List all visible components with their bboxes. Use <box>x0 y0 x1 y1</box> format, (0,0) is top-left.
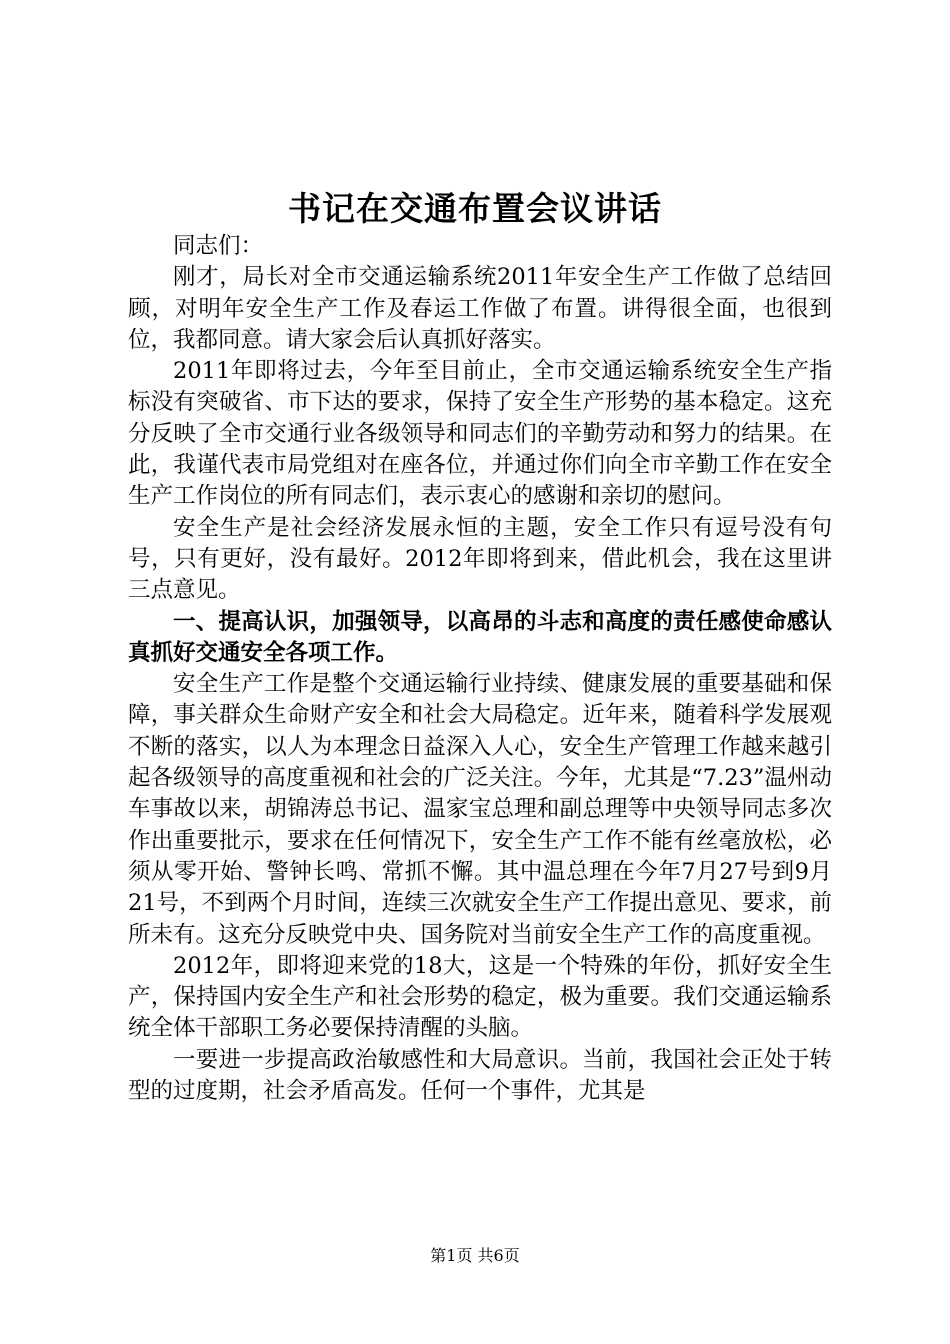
page-number: 第1页 共6页 <box>430 1246 520 1265</box>
paragraph: 2012年，即将迎来党的18大，这是一个特殊的年份，抓好安全生产，保持国内安全生产和社会形势的稳定，极为重要。我们交通运输系统全体干部职工务必要保持清醒的头脑。 <box>128 952 832 1042</box>
paragraph: 安全生产是社会经济发展永恒的主题，安全工作只有逗号没有句号，只有更好，没有最好。2012年即将到来，借此机会，我在这里讲三点意见。 <box>128 514 832 604</box>
document-body <box>128 231 832 1107</box>
paragraph: 一要进一步提高政治敏感性和大局意识。当前，我国社会正处于转型的过度期，社会矛盾高发。任何一个事件，尤其是 <box>128 1046 832 1105</box>
paragraph-salutation: 同志们： <box>173 233 264 259</box>
page-title: 书记在交通布置会议讲话 <box>288 189 662 228</box>
paragraph: 2011年即将过去，今年至目前止，全市交通运输系统安全生产指标没有突破省、市下达的要求，保持了安全生产形势的基本稳定。这充分反映了全市交通行业各级领导和同志们的辛勤劳动和努力的结果。在此，我谨代表市局党组对在座各位，并通过你们向全市辛勤工作在安全生产工作岗位的所有同志们，表示衷心的感谢和亲切的慰问。 <box>128 358 832 510</box>
paragraph: 刚才，局长对全市交通运输系统2011年安全生产工作做了总结回顾，对明年安全生产工作及春运工作做了布置。讲得很全面，也很到位，我都同意。请大家会后认真抓好落实。 <box>128 264 832 353</box>
section-heading: 一、提高认识，加强领导，以高昂的斗志和高度的责任感使命感认真抓好交通安全各项工作。 <box>128 608 832 666</box>
paragraph: 安全生产工作是整个交通运输行业持续、健康发展的重要基础和保障，事关群众生命财产安全和社会大局稳定。近年来，随着科学发展观不断的落实，以人为本理念日益深入人心，安全生产管理工作越来越引起各级领导的高度重视和社会的广泛关注。今年，尤其是“7.23”温州动车事故以来，胡锦涛总书记、温家宝总理和副总理等中央领导同志多次作出重要批示，要求在任何情况下，安全生产工作不能有丝毫放松，必须从零开始、警钟长鸣、常抓不懈。其中温总理在今年7月27号到9月21号，不到两个月时间，连续三次就安全生产工作提出意见、要求，前所未有。这充分反映党中央、国务院对当前安全生产工作的高度重视。 <box>128 671 832 948</box>
